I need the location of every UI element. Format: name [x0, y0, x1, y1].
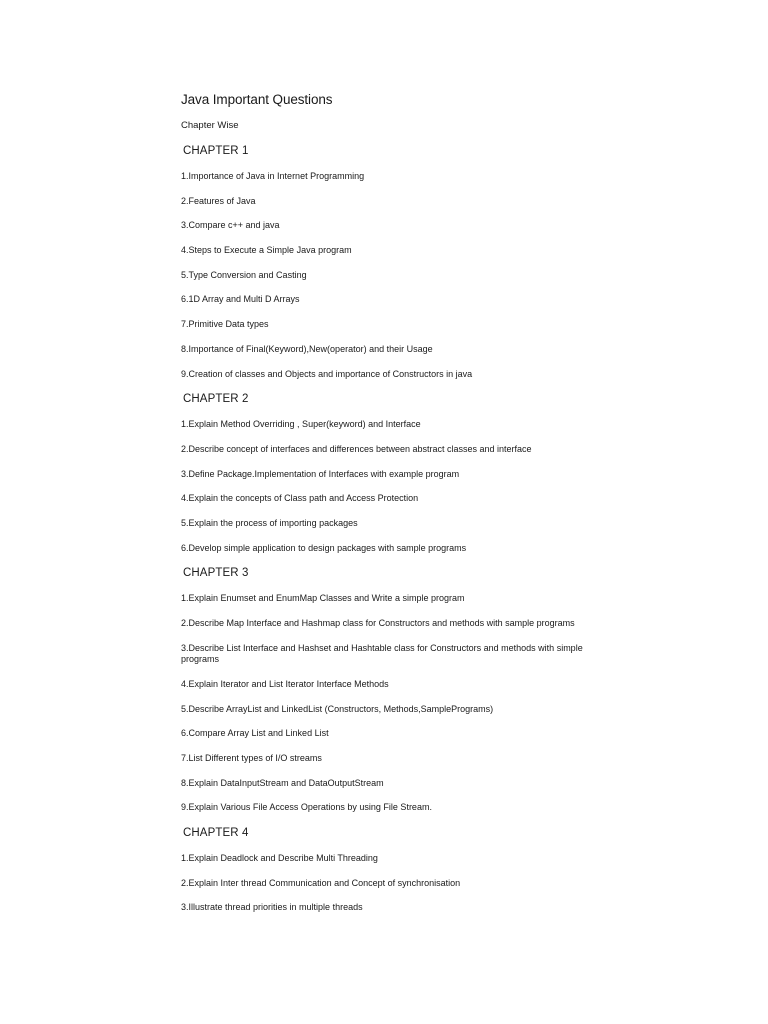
chapter-section	[181, 145, 601, 380]
question-item: 5.Describe ArrayList and LinkedList (Constructors, Methods,SamplePrograms)	[181, 703, 494, 714]
question-item: 5.Explain the process of importing packages	[181, 517, 358, 528]
question-item: 8.Explain DataInputStream and DataOutputStream	[181, 777, 384, 788]
question-item: 3.Illustrate thread priorities in multiple threads	[181, 902, 363, 913]
question-item: 4.Steps to Execute a Simple Java program	[181, 245, 352, 256]
chapter-section	[181, 393, 601, 554]
question-item: 2.Describe concept of interfaces and differences between abstract classes and interface	[181, 443, 532, 454]
chapter-section	[181, 567, 601, 814]
question-item: 6.Develop simple application to design packages with sample programs	[181, 542, 467, 553]
chapter-heading: CHAPTER 1	[183, 145, 249, 157]
question-item: 6.1D Array and Multi D Arrays	[181, 294, 300, 305]
chapter-heading: CHAPTER 3	[183, 567, 249, 580]
question-item: 1.Explain Method Overriding , Super(keyword) and Interface	[181, 419, 421, 430]
question-item: 2.Describe Map Interface and Hashmap class for Constructors and methods with sample programs	[181, 618, 575, 628]
question-item: 6.Compare Array List and Linked List	[181, 728, 329, 739]
document-subtitle: Chapter Wise	[181, 120, 239, 131]
chapter-heading: CHAPTER 4	[183, 827, 249, 839]
document-title: Java Important Questions	[181, 92, 333, 107]
question-item: 4.Explain Iterator and List Iterator Interface Methods	[181, 678, 389, 689]
question-item: 3.Define Package.Implementation of Interfaces with example program	[181, 468, 460, 479]
question-item: 9.Explain Various File Access Operations by using File Stream.	[181, 802, 432, 813]
question-item: 5.Type Conversion and Casting	[181, 269, 307, 280]
question-item: 3.Compare c++ and java	[181, 220, 280, 231]
question-item: 1.Explain Deadlock and Describe Multi Threading	[181, 853, 378, 863]
question-item: 3.Describe List Interface and Hashset and Hashtable class for Constructors and methods with simple programs	[181, 642, 583, 665]
question-item: 1.Importance of Java in Internet Programming	[181, 171, 365, 181]
chapter-heading: CHAPTER 2	[183, 393, 249, 406]
question-item: 4.Explain the concepts of Class path and Access Protection	[181, 493, 419, 504]
question-item: 2.Features of Java	[181, 195, 256, 206]
question-item: 2.Explain Inter thread Communication and Concept of synchronisation	[181, 877, 461, 888]
question-item: 7.Primitive Data types	[181, 319, 269, 330]
question-item: 8.Importance of Final(Keyword),New(operator) and their Usage	[181, 343, 433, 354]
chapter-section	[181, 827, 601, 914]
question-item: 1.Explain Enumset and EnumMap Classes and Write a simple program	[181, 593, 465, 604]
document-body	[181, 92, 601, 927]
chapter-list	[181, 145, 601, 914]
question-item: 7.List Different types of I/O streams	[181, 752, 322, 763]
question-item: 9.Creation of classes and Objects and importance of Constructors in java	[181, 368, 473, 379]
